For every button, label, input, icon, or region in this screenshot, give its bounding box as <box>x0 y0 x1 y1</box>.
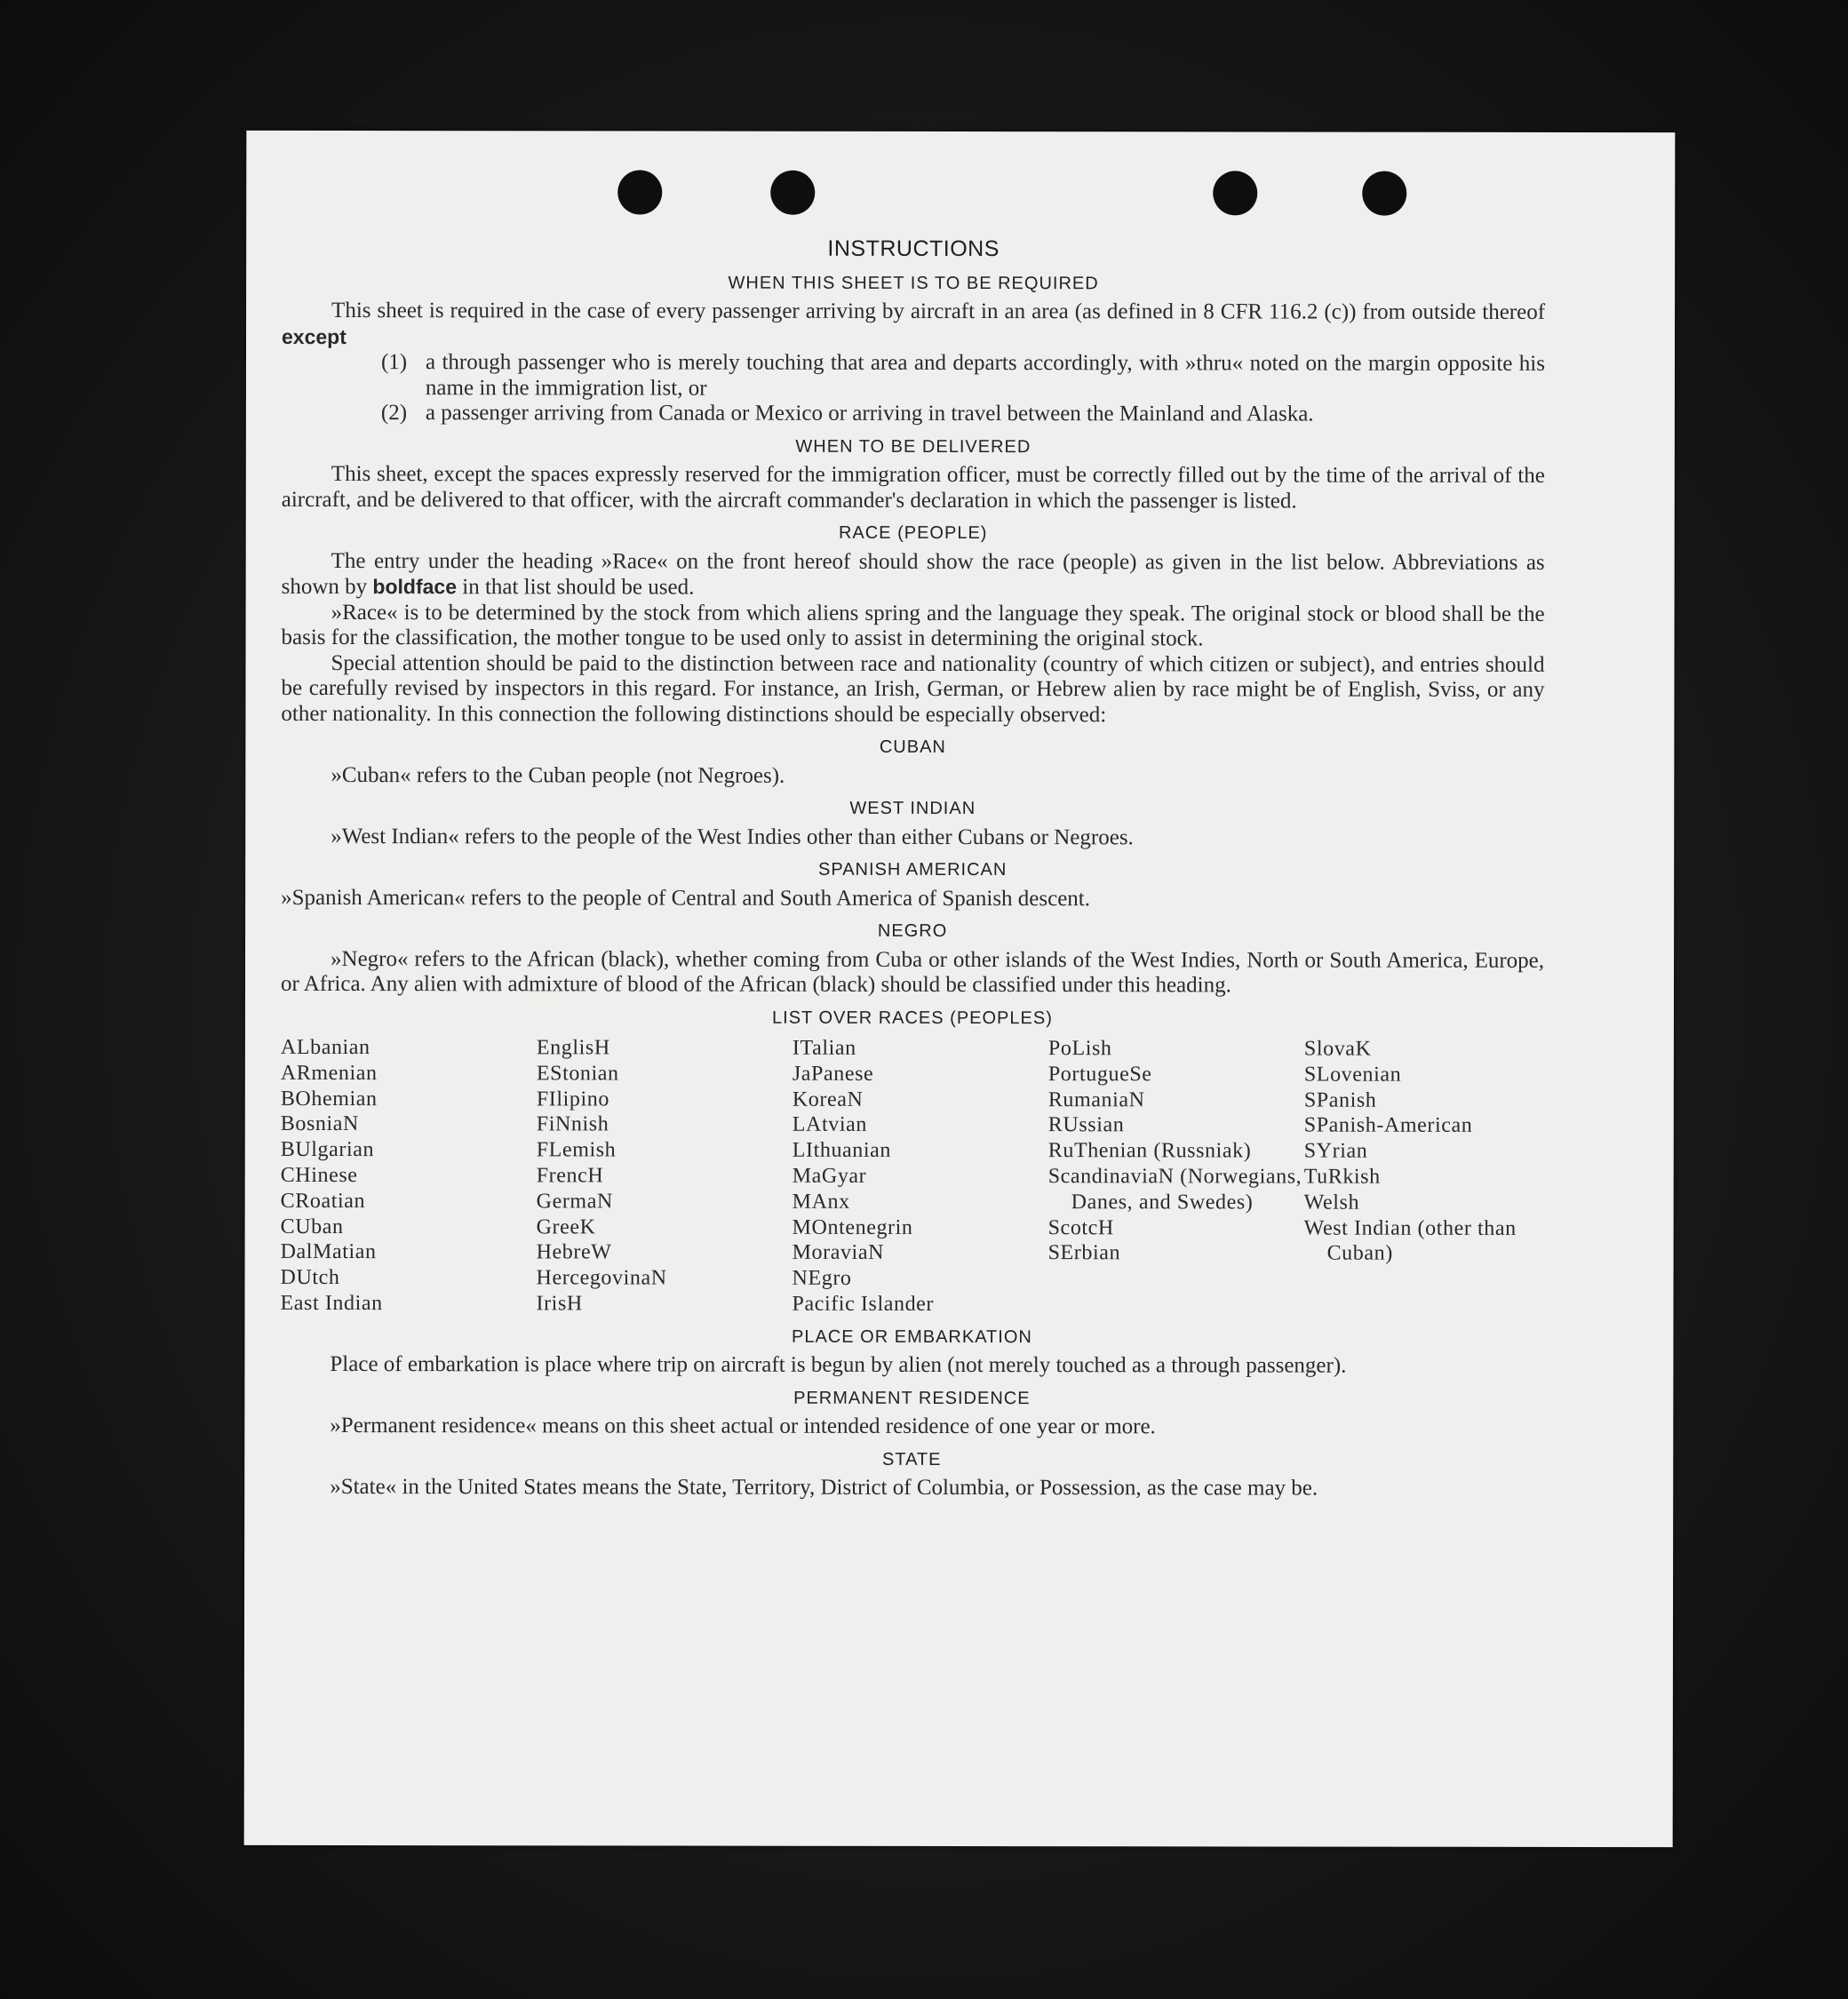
list-item: BUlgarian <box>280 1138 375 1162</box>
heading-cuban: CUBAN <box>879 737 946 757</box>
required-except: except <box>282 324 346 348</box>
list-item: GreeK <box>536 1215 596 1239</box>
race-p1-end: in that list should be used. <box>462 575 695 600</box>
heading-west-indian: WEST INDIAN <box>849 798 976 819</box>
punch-hole <box>770 171 815 215</box>
paragraph-embarkation: Place of embarkation is place where trip on aircraft is begun by alien (not merely touched as a through passenger). <box>330 1352 1347 1378</box>
races-list <box>280 1035 1543 1318</box>
punch-hole <box>617 170 662 214</box>
list-item: RumaniaN <box>1047 1087 1145 1111</box>
list-item: East Indian <box>280 1291 383 1316</box>
list-item: ITalian <box>792 1036 856 1060</box>
list-item: Pacific Islander <box>792 1292 935 1316</box>
list-item: FrencH <box>536 1164 604 1188</box>
list-item: HercegovinaN <box>536 1266 667 1290</box>
list-item <box>381 350 1545 402</box>
list-item: SLovenian <box>1303 1063 1402 1087</box>
item-number: (1) <box>380 350 408 375</box>
list-item: RuThenian (Russniak) <box>1047 1139 1252 1163</box>
list-item: NEgro <box>792 1266 852 1291</box>
punch-hole <box>1362 171 1406 216</box>
list-item: MAnx <box>792 1190 850 1214</box>
list-item: West Indian (other than Cuban) <box>1303 1216 1517 1266</box>
heading-race: RACE (PEOPLE) <box>838 522 988 544</box>
heading-races-list: LIST OVER RACES (PEOPLES) <box>772 1007 1053 1028</box>
heading-required: WHEN THIS SHEET IS TO BE REQUIRED <box>728 273 1099 293</box>
list-item: SYrian <box>1303 1139 1368 1163</box>
list-item: BosniaN <box>280 1112 360 1136</box>
list-item: CHinese <box>280 1163 358 1188</box>
list-item: SPanish <box>1303 1088 1377 1112</box>
list-item: KoreaN <box>792 1087 864 1111</box>
list-item: PoLish <box>1047 1037 1112 1061</box>
list-item: IrisH <box>536 1292 583 1316</box>
list-item <box>381 401 1545 427</box>
list-item: FiNnish <box>536 1112 609 1136</box>
heading-state: STATE <box>881 1449 942 1469</box>
list-item: SlovaK <box>1303 1037 1372 1061</box>
list-item: MaGyar <box>792 1164 867 1188</box>
paragraph-race-3: Special attention should be paid to the distinction between race and nationality (country of which citizen or subject), and entries should be carefully revised by inspectors in this regard. For instance, an Irish, German, or Hebrew alien by race might be of English, Sviss, or any other nationality. In this connection the following distinctions should be especially observed: <box>281 650 1545 727</box>
list-item: SErbian <box>1047 1241 1121 1265</box>
race-boldface: boldface <box>372 575 458 599</box>
list-item: TuRkish <box>1303 1165 1381 1189</box>
item-text: a passenger arriving from Canada or Mexico or arriving in travel between the Mainland and Alaska. <box>425 401 1314 426</box>
heading-residence: PERMANENT RESIDENCE <box>793 1388 1031 1408</box>
paragraph-residence: »Permanent residence« means on this sheet actual or intended residence of one year or more. <box>330 1414 1156 1439</box>
list-item: LIthuanian <box>792 1138 892 1163</box>
race-p1-start: The entry under the heading »Race« on the front hereof should show the race (people) as given in the list below. Abbreviations as shown by <box>281 548 1545 600</box>
paragraph-negro: »Negro« refers to the African (black), whether coming from Cuba or other islands of the West Indies, North or South America, Europe, or Africa. Any alien with admixture of blood of the African (black) should be classified under this heading. <box>280 946 1545 998</box>
list-item: CUban <box>280 1215 344 1238</box>
heading-delivered: WHEN TO BE DELIVERED <box>795 436 1032 457</box>
list-item: MoraviaN <box>792 1241 885 1265</box>
item-number: (2) <box>380 401 408 426</box>
instruction-sheet <box>244 131 1676 1847</box>
item-text: a through passenger who is merely touching that area and departs accordingly, with »thru« noted on the margin opposite his name in the immigration list, or <box>425 350 1546 401</box>
page-title: INSTRUCTIONS <box>827 235 1000 262</box>
races-column <box>1303 1037 1543 1318</box>
paragraph-state: »State« in the United States means the State, Territory, District of Columbia, or Possession, as the case may be. <box>330 1475 1318 1501</box>
sheet-content <box>280 235 1545 1502</box>
list-item: Welsh <box>1303 1191 1360 1215</box>
races-column <box>1047 1036 1303 1318</box>
list-item: ALbanian <box>280 1035 370 1060</box>
list-item: PortugueSe <box>1047 1062 1152 1087</box>
paragraph-west-indian: »West Indian« refers to the people of the West Indies other than either Cubans or Negroes. <box>331 824 1134 849</box>
required-intro: This sheet is required in the case of every passenger arriving by aircraft in an area (as defined in 8 CFR 116.2 (c)) from outside thereof <box>331 299 1546 324</box>
paragraph-race-1 <box>282 548 1545 601</box>
list-item: GermaN <box>536 1190 613 1214</box>
list-item: DUtch <box>280 1266 340 1290</box>
punch-hole <box>1213 171 1257 215</box>
heading-spanish-american: SPANISH AMERICAN <box>818 859 1008 880</box>
list-item: JaPanese <box>792 1062 874 1086</box>
list-item: CRoatian <box>280 1189 366 1213</box>
races-column <box>280 1035 536 1317</box>
list-item: RUssian <box>1047 1113 1125 1137</box>
exception-list <box>381 350 1545 427</box>
list-item: DalMatian <box>280 1240 377 1264</box>
paragraph-spanish-american: »Spanish American« refers to the people of Central and South America of Spanish descent. <box>281 885 1091 911</box>
heading-negro: NEGRO <box>877 920 948 941</box>
list-item: FIlipino <box>536 1087 610 1111</box>
list-item: ScotcH <box>1047 1215 1114 1239</box>
list-item: LAtvian <box>792 1113 867 1137</box>
races-column <box>536 1035 792 1317</box>
paragraph-delivered: This sheet, except the spaces expressly reserved for the immigration officer, must be correctly filled out by the time of the arrival of the aircraft, and be delivered to that officer, with the aircraft commander's declaration in which the passenger is listed. <box>281 462 1545 514</box>
list-item: MOntenegrin <box>792 1215 913 1239</box>
list-item: SPanish-American <box>1303 1113 1473 1138</box>
list-item: BOhemian <box>280 1087 378 1111</box>
heading-embarkation: PLACE OR EMBARKATION <box>792 1326 1032 1347</box>
paragraph-race-2: »Race« is to be determined by the stock from which aliens spring and the language they speak. The original stock or blood shall be the basis for the classification, the mother tongue to be used only to assist in determining the original stock. <box>281 600 1545 651</box>
list-item: ARmenian <box>280 1061 378 1085</box>
paragraph-cuban: »Cuban« refers to the Cuban people (not Negroes). <box>331 762 785 788</box>
list-item: HebreW <box>536 1240 612 1264</box>
list-item: EnglisH <box>536 1036 610 1060</box>
list-item: ScandinaviaN (Norwegians, Danes, and Swedes) <box>1047 1165 1302 1215</box>
paragraph-required <box>282 299 1545 352</box>
list-item: FLemish <box>536 1138 617 1162</box>
list-item: EStonian <box>536 1062 619 1086</box>
races-column <box>792 1036 1047 1318</box>
